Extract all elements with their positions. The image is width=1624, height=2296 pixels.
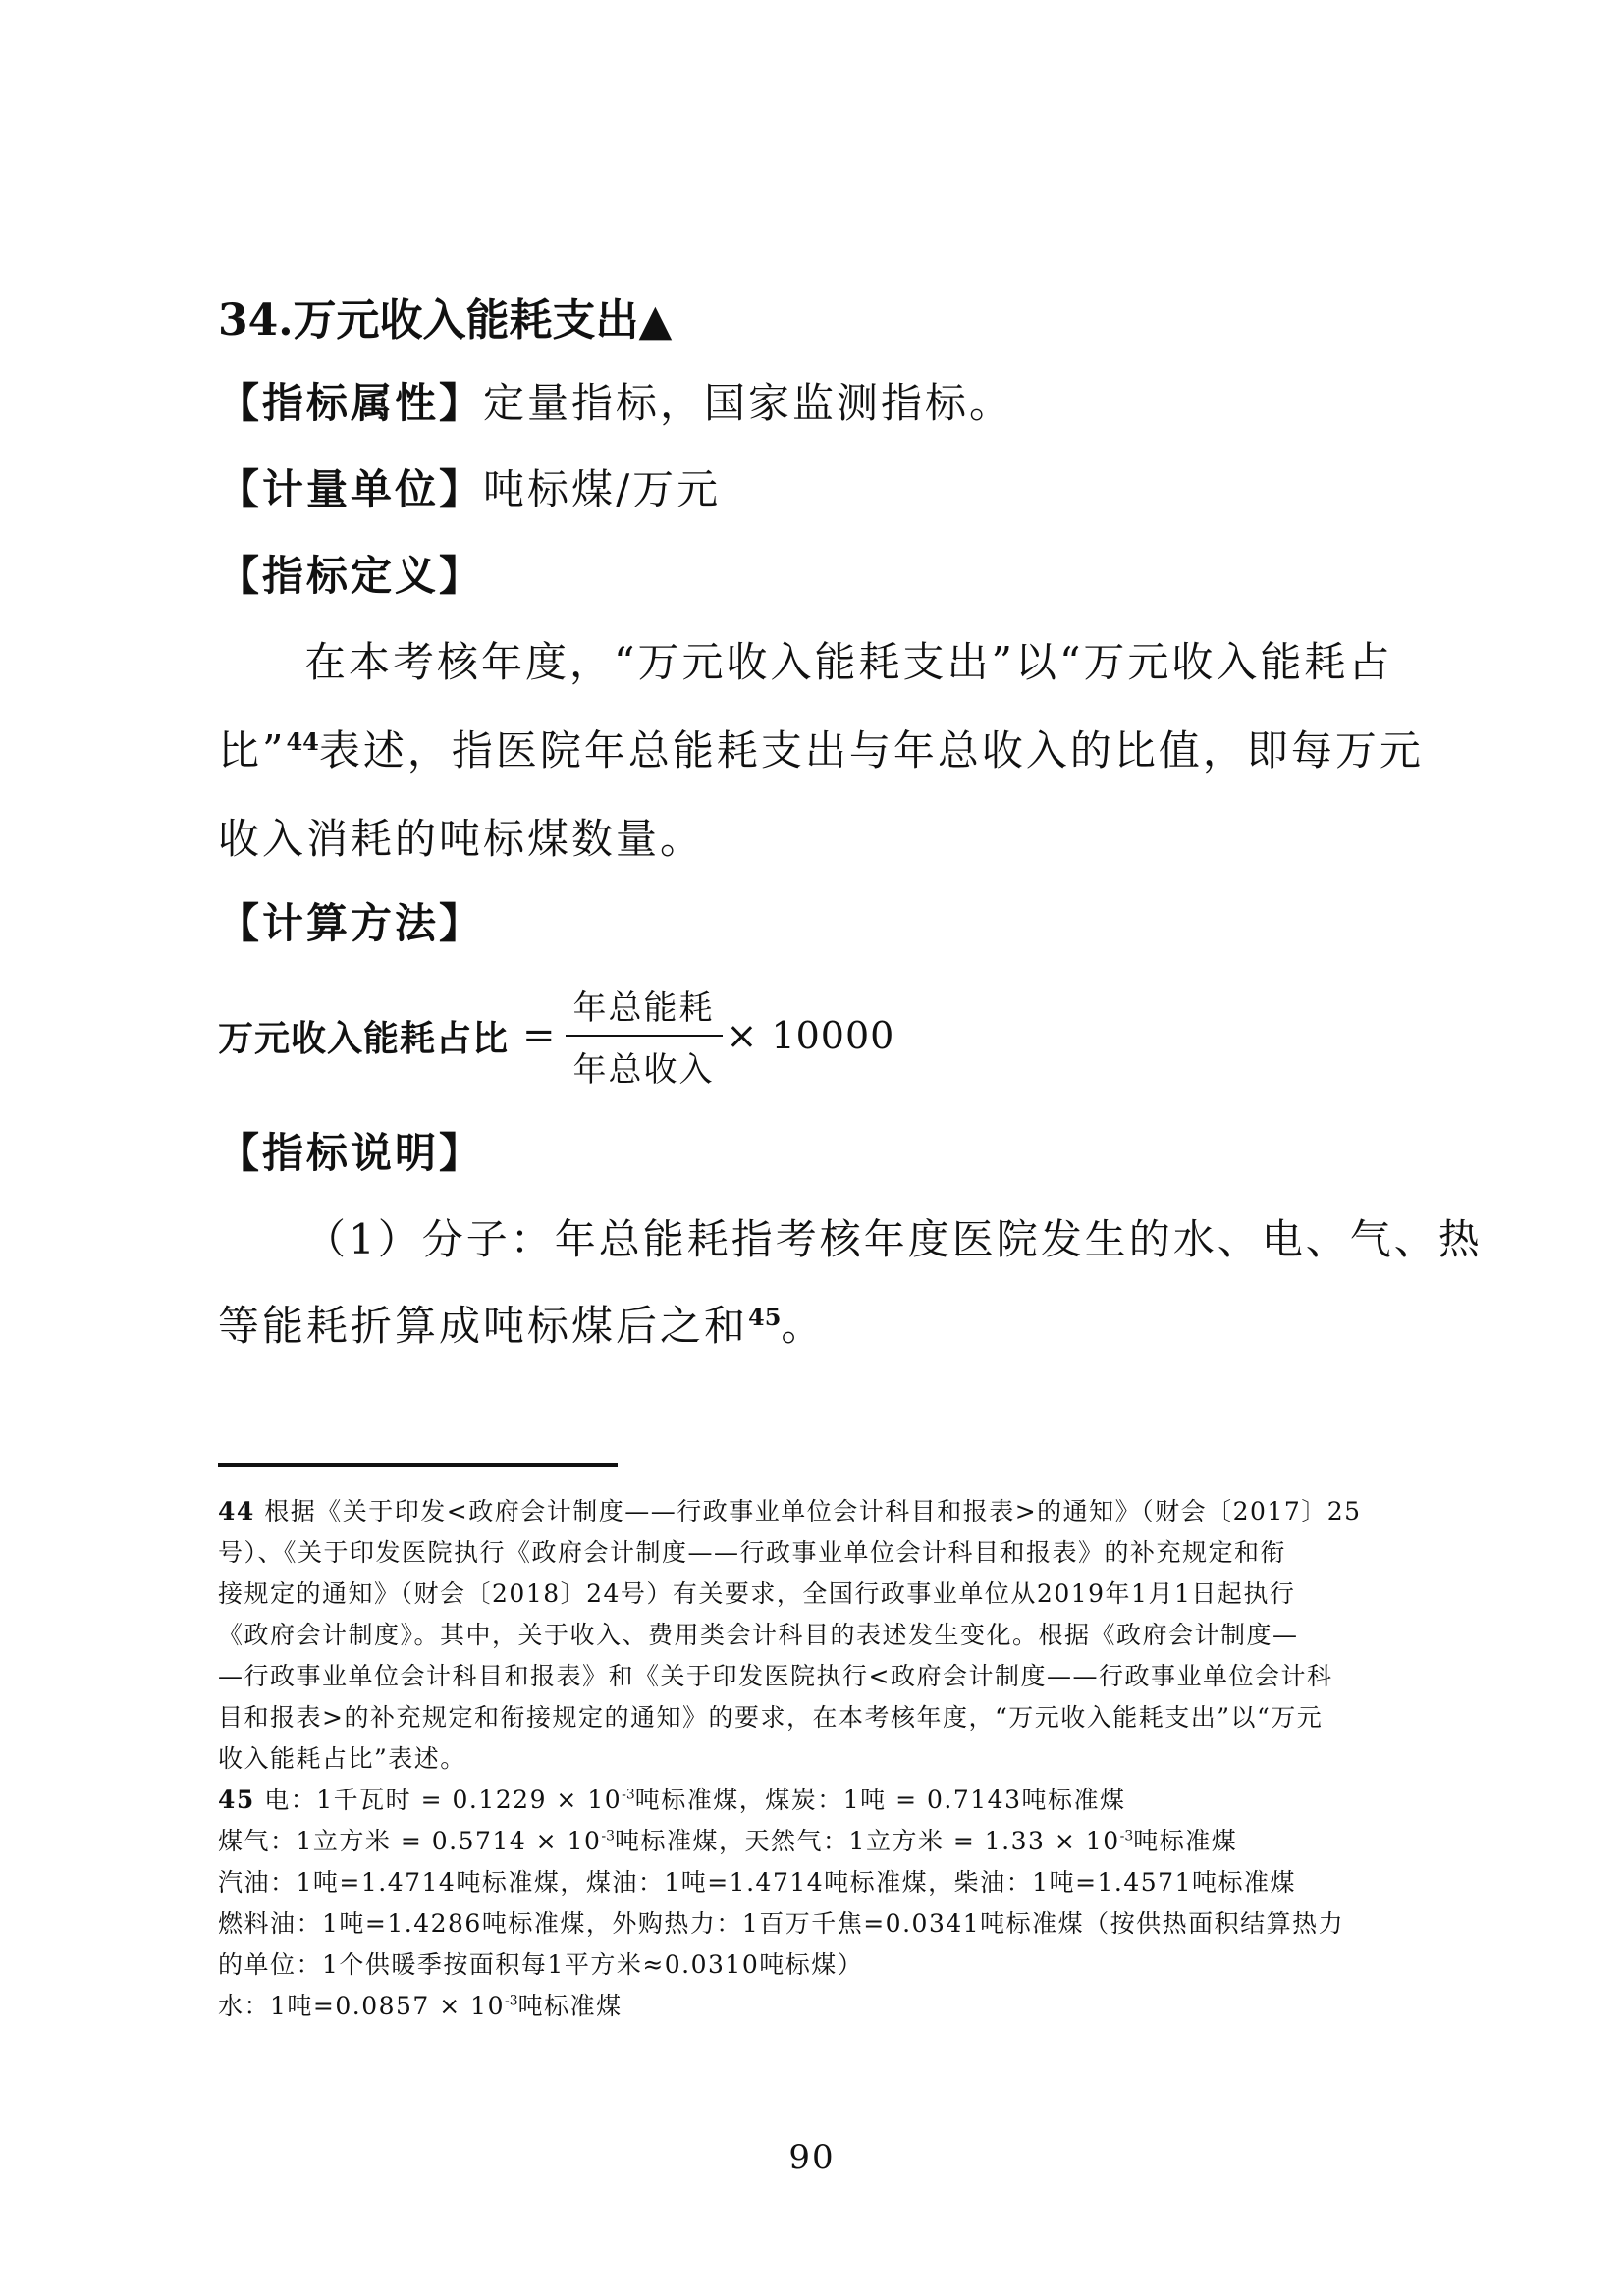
definition-line-2 <box>218 719 1424 777</box>
explanation-line-1: （1）分子：年总能耗指考核年度医院发生的水、电、气、热 <box>304 1215 1483 1263</box>
formula-fraction <box>569 981 719 1091</box>
exponent: -3 <box>622 1787 635 1803</box>
definition-line-1: 在本考核年度，“万元收入能耗支出”以“万元收入能耗占 <box>304 638 1393 686</box>
explanation-line-2-start: 等能耗折算成吨标煤后之和 <box>218 1302 749 1350</box>
footnote-45-text-2a: 煤气：1立方米 = 0.5714 × 10 <box>218 1827 602 1855</box>
section-title: 34.万元收入能耗支出▲ <box>218 295 673 346</box>
definition-line-3: 收入消耗的吨标煤数量。 <box>218 815 705 863</box>
measurement-unit-line <box>218 457 721 516</box>
explanation-label: 【指标说明】 <box>218 1129 484 1177</box>
footnote-45-text-1a: 电：1千瓦时 = 0.1229 × 10 <box>264 1786 623 1814</box>
footnote-45-text-6b: 吨标准煤 <box>517 1992 623 2020</box>
footnote-44-line-4: 《政府会计制度》。其中，关于收入、费用类会计科目的表述发生变化。根据《政府会计制度— <box>218 1621 1299 1649</box>
footnote-44-line-5: —行政事业单位会计科目和报表》和《关于印发医院执行<政府会计制度——行政事业单位会计科 <box>218 1662 1333 1690</box>
formula-denominator: 年总收入 <box>572 1050 715 1090</box>
footnote-ref-44[interactable]: 44 <box>286 727 319 756</box>
definition-line-2-start: 比” <box>218 726 287 774</box>
explanation-line-2-end: 。 <box>781 1302 826 1350</box>
footnote-45-line-3: 汽油：1吨=1.4714吨标准煤，煤油：1吨=1.4714吨标准煤，柴油：1吨=1.4571吨标准煤 <box>218 1868 1296 1896</box>
definition-label: 【指标定义】 <box>218 552 484 600</box>
exponent: -3 <box>601 1828 616 1844</box>
footnote-45-line-2 <box>218 1822 1237 1857</box>
footnote-44-text-1: 根据《关于印发<政府会计制度——行政事业单位会计科目和报表>的通知》（财会〔2017〕25 <box>264 1497 1362 1525</box>
indicator-property-label: 【指标属性】 <box>218 379 484 427</box>
footnote-45-number: 45 <box>218 1786 255 1814</box>
formula-numerator: 年总能耗 <box>572 988 715 1028</box>
footnote-45-text-6a: 水：1吨=0.0857 × 10 <box>218 1992 505 2020</box>
footnote-45-text-2c: 吨标准煤 <box>1133 1827 1238 1855</box>
exponent: -3 <box>1119 1828 1134 1844</box>
footnote-45-text-1b: 吨标准煤，煤炭：1吨 = 0.7143吨标准煤 <box>634 1786 1126 1814</box>
indicator-property-line <box>218 371 1013 430</box>
footnote-45-line-5: 的单位：1个供暖季按面积每1平方米≈0.0310吨标煤） <box>218 1950 864 1979</box>
footnote-45-line-4: 燃料油：1吨=1.4286吨标准煤，外购热力：1百万千焦=0.0341吨标准煤（按供热面积结算热力 <box>218 1909 1345 1938</box>
method-label: 【计算方法】 <box>218 899 484 947</box>
calculation-formula <box>218 972 894 1099</box>
formula-lhs: 万元收入能耗占比 <box>218 1017 510 1059</box>
explanation-line-2 <box>218 1294 825 1353</box>
formula-multiplier: × 10000 <box>726 1014 895 1057</box>
footnote-45-text-2b: 吨标准煤，天然气：1立方米 = 1.33 × 10 <box>615 1827 1120 1855</box>
exponent: -3 <box>504 1993 518 2009</box>
definition-line-2-end: 表述，指医院年总能耗支出与年总收入的比值，即每万元 <box>318 726 1424 774</box>
page-number: 90 <box>788 2138 836 2177</box>
footnote-44-line-1 <box>218 1492 1362 1527</box>
footnote-44-line-7: 收入能耗占比”表述。 <box>218 1744 466 1773</box>
measurement-unit-label: 【计量单位】 <box>218 465 484 513</box>
footnote-separator <box>218 1463 618 1467</box>
footnote-44-line-3: 接规定的通知》（财会〔2018〕24号）有关要求，全国行政事业单位从2019年1月1日起执行 <box>218 1579 1296 1608</box>
fraction-bar <box>566 1035 723 1037</box>
footnote-44-line-2: 号）、《关于印发医院执行《政府会计制度——行政事业单位会计科目和报表》的补充规定和衔 <box>218 1538 1287 1567</box>
footnote-44-number: 44 <box>218 1497 255 1525</box>
indicator-property-value: 定量指标，国家监测指标。 <box>483 379 1014 427</box>
measurement-unit-value: 吨标煤/万元 <box>483 465 722 513</box>
footnote-45-line-1 <box>218 1781 1126 1816</box>
formula-equals: = <box>522 1013 556 1058</box>
footnote-ref-45[interactable]: 45 <box>748 1303 782 1331</box>
footnote-44-line-6: 目和报表>的补充规定和衔接规定的通知》的要求，在本考核年度，“万元收入能耗支出”以“万元 <box>218 1703 1324 1732</box>
footnote-45-line-6 <box>218 1987 623 2022</box>
